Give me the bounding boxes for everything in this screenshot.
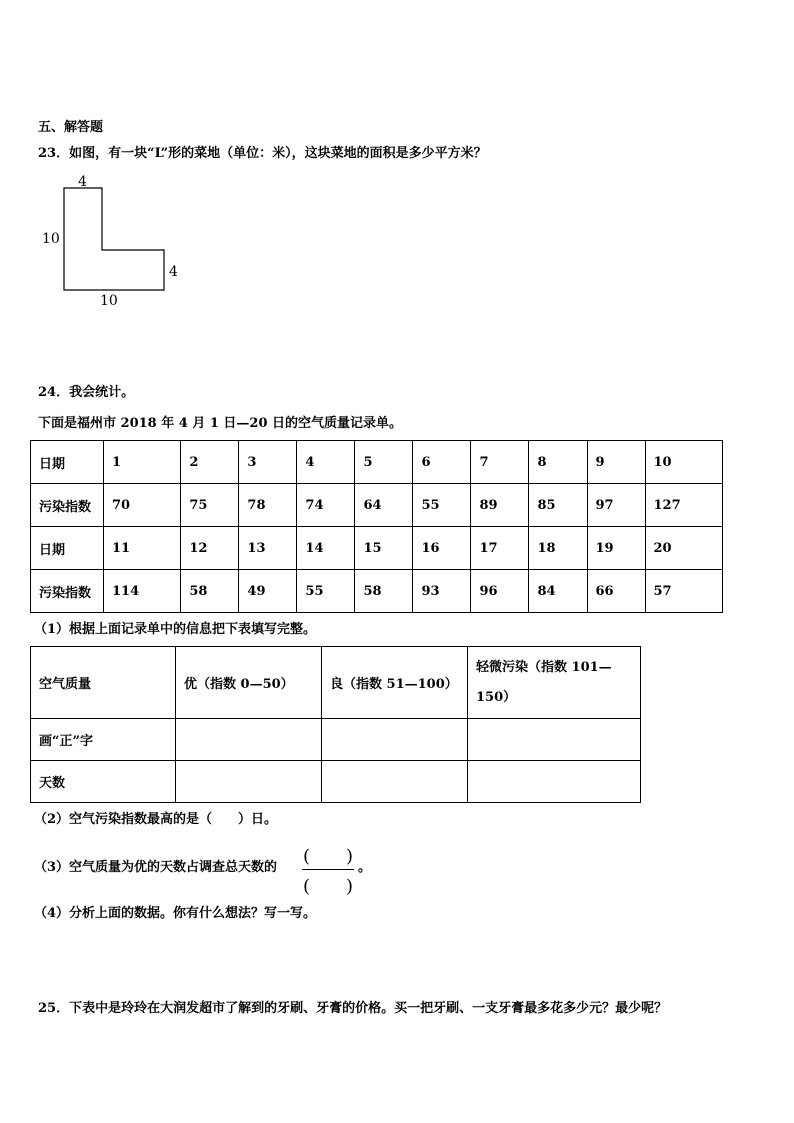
- table-row: [31, 441, 723, 484]
- header-cell: [468, 647, 641, 719]
- table-cell: 5: [355, 441, 413, 484]
- table-cell: 66: [587, 570, 645, 613]
- table-cell: 11: [104, 527, 181, 570]
- table-cell: 15: [355, 527, 413, 570]
- row-label: 天数: [31, 761, 176, 803]
- table-cell: 8: [529, 441, 587, 484]
- table-row: [31, 570, 723, 613]
- part-4-text: （4）分析上面的数据。你有什么想法？写一写。: [34, 906, 317, 921]
- part-3-text: （3）空气质量为优的天数占调查总天数的: [34, 860, 278, 875]
- table-cell: 9: [587, 441, 645, 484]
- header-cell: 良（指数 51—100）: [322, 647, 468, 719]
- table-cell: 18: [529, 527, 587, 570]
- table-row: [31, 647, 641, 719]
- fraction-blank[interactable]: [300, 842, 356, 898]
- fraction-denominator: ( ): [302, 876, 354, 897]
- table-cell: 日期: [31, 441, 104, 484]
- part-2-text: （2）空气污染指数最高的是（ ）日。: [34, 812, 278, 827]
- question-25-text: 25．下表中是玲玲在大润发超市了解到的牙刷、牙膏的价格。买一把牙刷、一支牙膏最多花多少元？最少呢？: [38, 1001, 668, 1016]
- question-24-intro: 下面是福州市 2018 年 4 月 1 日—20 日的空气质量记录单。: [38, 416, 403, 431]
- table-row: [31, 761, 641, 803]
- dim-bottom: 10: [100, 293, 118, 309]
- table-cell: 58: [355, 570, 413, 613]
- l-shape-outline: [64, 188, 164, 290]
- table-cell: 13: [239, 527, 297, 570]
- table-cell: 14: [297, 527, 355, 570]
- table-cell: 55: [413, 484, 471, 527]
- table-cell: 12: [181, 527, 239, 570]
- table-cell: 75: [181, 484, 239, 527]
- section-title: 五、解答题: [38, 120, 104, 135]
- table-row: [31, 719, 641, 761]
- answer-cell[interactable]: [176, 761, 322, 803]
- table-cell: 3: [239, 441, 297, 484]
- table-cell: 19: [587, 527, 645, 570]
- table-cell: 96: [471, 570, 529, 613]
- table-cell: 2: [181, 441, 239, 484]
- table-cell: 78: [239, 484, 297, 527]
- table-cell: 58: [181, 570, 239, 613]
- l-shape-diagram: [30, 168, 190, 308]
- l-shape-figure: [30, 168, 190, 308]
- dim-top: 4: [78, 174, 87, 190]
- table-cell: 85: [529, 484, 587, 527]
- header-cell: 空气质量: [31, 647, 176, 719]
- answer-cell[interactable]: [468, 719, 641, 761]
- table-cell: 114: [104, 570, 181, 613]
- table-row: [31, 484, 723, 527]
- table-cell: 7: [471, 441, 529, 484]
- table-cell: 97: [587, 484, 645, 527]
- table-cell: 6: [413, 441, 471, 484]
- table-cell: 64: [355, 484, 413, 527]
- answer-cell[interactable]: [322, 761, 468, 803]
- fraction-bar: [302, 869, 354, 870]
- table-cell: 17: [471, 527, 529, 570]
- table-cell: 55: [297, 570, 355, 613]
- table-cell: 污染指数: [31, 570, 104, 613]
- answer-cell[interactable]: [322, 719, 468, 761]
- header-cell: 优（指数 0—50）: [176, 647, 322, 719]
- table-cell: 4: [297, 441, 355, 484]
- table-cell: 70: [104, 484, 181, 527]
- table-cell: 127: [645, 484, 722, 527]
- table-cell: 89: [471, 484, 529, 527]
- dim-left: 10: [42, 231, 60, 247]
- header-line: 轻微污染（指数 101—: [476, 659, 612, 675]
- table-cell: 84: [529, 570, 587, 613]
- table-cell: 20: [645, 527, 722, 570]
- table-cell: 日期: [31, 527, 104, 570]
- answer-cell[interactable]: [468, 761, 641, 803]
- part-1-text: （1）根据上面记录单中的信息把下表填写完整。: [34, 622, 317, 637]
- part-3-end: 。: [358, 860, 372, 875]
- answer-cell[interactable]: [176, 719, 322, 761]
- dim-right: 4: [169, 264, 178, 280]
- question-23-text: 23．如图，有一块“L”形的菜地（单位：米），这块菜地的面积是多少平方米？: [38, 146, 487, 161]
- table-cell: 1: [104, 441, 181, 484]
- table-cell: 74: [297, 484, 355, 527]
- table-cell: 10: [645, 441, 722, 484]
- air-quality-fill-table: [30, 646, 641, 803]
- question-24-title: 24．我会统计。: [38, 385, 135, 400]
- table-cell: 污染指数: [31, 484, 104, 527]
- air-quality-record-table: [30, 440, 723, 613]
- table-cell: 16: [413, 527, 471, 570]
- table-cell: 57: [645, 570, 722, 613]
- table-cell: 93: [413, 570, 471, 613]
- header-line: 150）: [476, 689, 517, 705]
- row-label: 画“正”字: [31, 719, 176, 761]
- fraction-numerator: ( ): [302, 846, 354, 867]
- table-cell: 49: [239, 570, 297, 613]
- table-row: [31, 527, 723, 570]
